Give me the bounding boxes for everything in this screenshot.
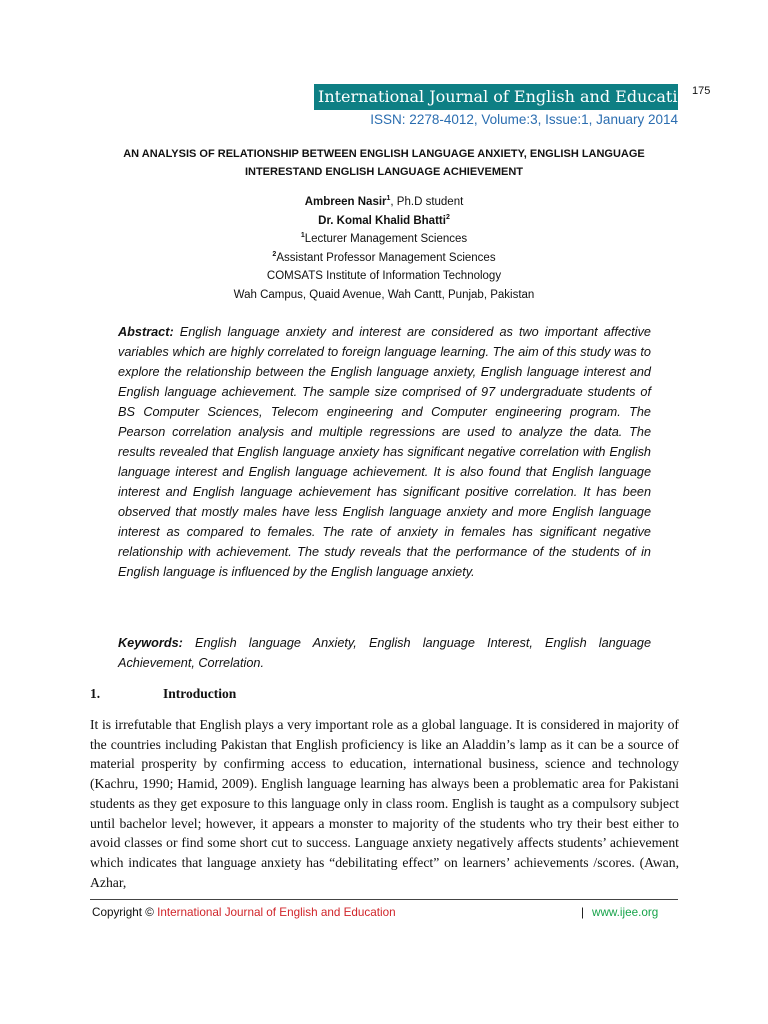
author-1-name: Ambreen Nasir (304, 196, 387, 208)
institution: COMSATS Institute of Information Technology (266, 270, 502, 282)
affiliation-2-text: Assistant Professor Management Sciences (276, 251, 496, 264)
abstract-label: Abstract: (118, 325, 174, 339)
keywords-label: Keywords: (118, 636, 183, 650)
journal-name-banner: International Journal of English and Education (314, 84, 678, 110)
affiliation-1 (90, 230, 678, 249)
paper-title-line-1: AN ANALYSIS OF RELATIONSHIP BETWEEN ENGLISH LANGUAGE ANXIETY, ENGLISH LANGUAGE (123, 148, 645, 160)
author-2-sup: 2 (445, 213, 450, 221)
issn-line: ISSN: 2278-4012, Volume:3, Issue:1, January 2014 (370, 112, 678, 127)
section-title: Introduction (163, 686, 237, 701)
address: Wah Campus, Quaid Avenue, Wah Cantt, Punjab, Pakistan (233, 288, 535, 301)
author-1 (90, 193, 678, 212)
author-block (90, 193, 678, 304)
page-number: 175 (692, 85, 711, 97)
author-1-role: , Ph.D student (390, 196, 464, 208)
author-1-sup: 1 (386, 195, 391, 203)
affiliation-2-sup: 2 (272, 250, 277, 258)
footer-copyright (92, 906, 396, 919)
copyright-label: Copyright © (92, 906, 154, 919)
section-heading-introduction (90, 686, 236, 702)
footer-website-link[interactable]: www.ijee.org (592, 906, 659, 919)
author-2-name: Dr. Komal Khalid Bhatti (318, 214, 446, 227)
footer-separator: | (581, 906, 585, 919)
abstract-text: English language anxiety and interest are considered as two important affective variables which are highly correlated to foreign language learning. The aim of this study was to explore the relationship between the English language anxiety, English language interest and English language achievement. The sample size comprised of 97 undergraduate students of BS Computer Sciences, Telecom engineering and Computer engineering program. The Pearson correlation analysis and multiple regressions are used to analyze the data. The results revealed that English language anxiety has significant negative correlation with English language interest and English language achievement. It is also found that English language interest and English language achievement has significant positive correlation. It has been observed that mostly males have less English language anxiety and more English language interest as compared to females. The rate of anxiety in females has significant negative relationship with achievement. The study reveals that the performance of the students of in English language is influenced by the English language anxiety. (118, 325, 651, 579)
author-2 (90, 212, 678, 231)
introduction-paragraph: It is irrefutable that English plays a very important role as a global language. It is considered in majority of the countries including Pakistan that English proficiency is like an Aladdin’s lamp as it can be a source of material prosperity by confirming access to education, international business, science and technology (Kachru, 1990; Hamid, 2009). English language learning has always been a problematic area for Pakistani students as they get exposure to this language only in class room. English is taught as a compulsory subject until bachelor level; however, it appears a monster to majority of the students who try their best either to avoid classes or find some short cut to success. Language anxiety negatively affects students’ achievement which indicates that language anxiety has “debilitating effect” on learners’ achievements /scores. (Awan, Azhar, (90, 717, 679, 890)
footer-journal-name: International Journal of English and Education (157, 906, 396, 919)
affiliation-1-sup: 1 (300, 232, 305, 240)
footer-divider (90, 899, 678, 900)
keywords-paragraph (118, 633, 651, 673)
keywords-text: English language Anxiety, English language Interest, English language Achievement, Correlation. (118, 636, 651, 670)
abstract-paragraph (118, 322, 651, 582)
paper-title-line-2: INTERESTAND ENGLISH LANGUAGE ACHIEVEMENT (244, 166, 524, 178)
affiliation-1-text: Lecturer Management Sciences (304, 233, 468, 245)
affiliation-2 (90, 249, 678, 268)
section-number: 1. (90, 686, 101, 701)
